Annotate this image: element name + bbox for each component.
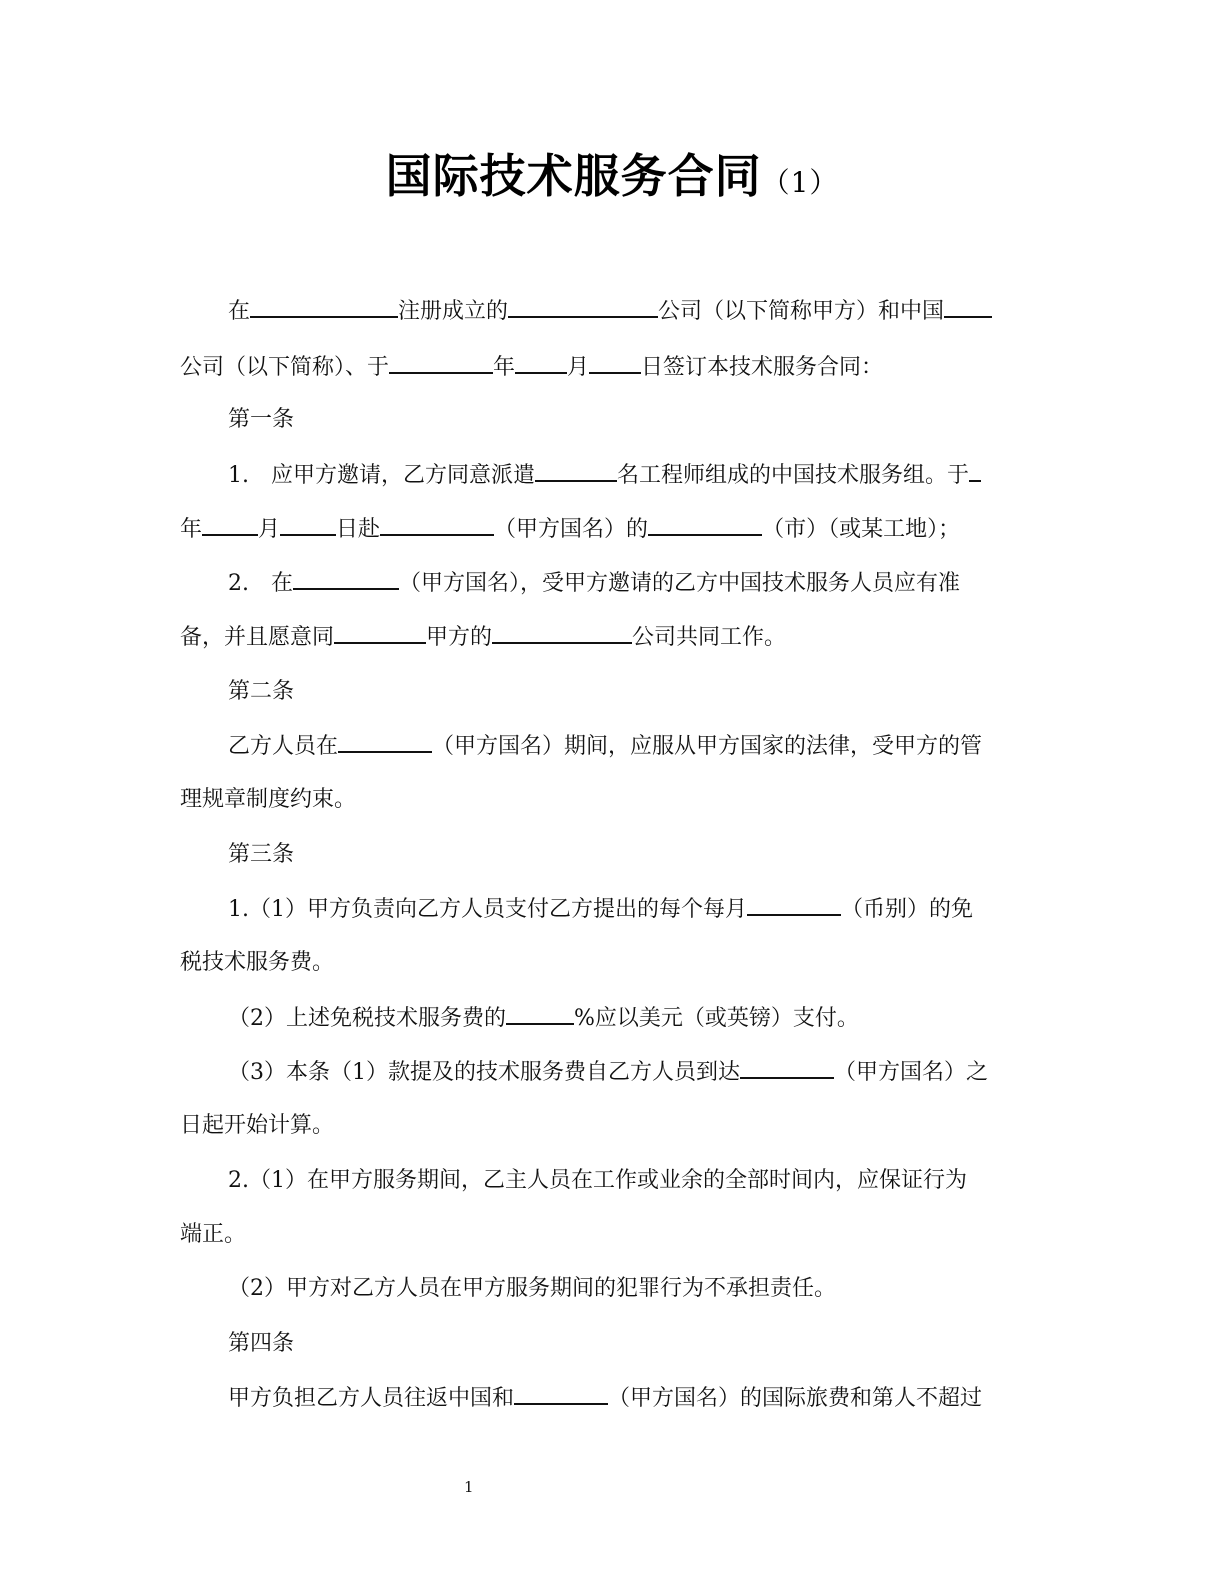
fill-in-blank	[492, 622, 632, 644]
page-number: 1	[464, 1478, 474, 1496]
line-text: 2. 在	[228, 571, 293, 596]
paragraph-line	[180, 1111, 1034, 1141]
line-text: 第三条	[228, 842, 295, 867]
line-text: 备，并且愿意同	[180, 625, 335, 650]
line-text: 月	[567, 355, 590, 380]
line-text: 理规章制度约束。	[180, 787, 357, 812]
paragraph-line	[180, 514, 1034, 545]
line-text: 名工程师组成的中国技术服务组。于	[617, 463, 970, 488]
line-text: 第一条	[228, 407, 295, 432]
paragraph-line	[180, 948, 1034, 978]
line-text: （甲方国名）的国际旅费和第人不超过	[608, 1386, 983, 1411]
line-text: （甲方国名）期间，应服从甲方国家的法律，受甲方的管	[432, 734, 983, 759]
line-text: 日签订本技术服务合同：	[641, 355, 884, 380]
line-text: 年	[180, 517, 203, 542]
line-text: 端正。	[180, 1222, 247, 1247]
title-text: 国际技术服务合同	[385, 149, 762, 203]
line-text: 日起开始计算。	[180, 1113, 335, 1138]
paragraph-line	[180, 785, 1034, 815]
paragraph-line	[228, 894, 1034, 925]
fill-in-blank	[380, 514, 494, 536]
fill-in-blank	[506, 1003, 574, 1025]
line-text: 公司（以下简称甲方）和中国	[658, 299, 945, 324]
fill-in-blank	[338, 731, 432, 753]
paragraph-line	[228, 840, 1034, 870]
line-text: 甲方负担乙方人员往返中国和	[228, 1386, 515, 1411]
line-text: （3）本条（1）款提及的技术服务费自乙方人员到达	[228, 1060, 740, 1085]
line-text: （币别）的免	[841, 897, 974, 922]
fill-in-blank	[969, 460, 981, 482]
line-text: 年	[493, 355, 516, 380]
line-text: 第四条	[228, 1331, 295, 1356]
paragraph-line	[228, 405, 1034, 435]
fill-in-blank	[648, 514, 762, 536]
fill-in-blank	[250, 296, 398, 318]
line-text: （甲方国名）之	[834, 1060, 989, 1085]
line-text: （市）（或某工地）；	[762, 517, 961, 542]
line-text: （甲方国名）的	[494, 517, 649, 542]
paragraph-line	[180, 352, 1034, 383]
line-text: （2）上述免税技术服务费的	[228, 1006, 506, 1031]
line-text: 甲方的	[426, 625, 493, 650]
fill-in-blank	[293, 568, 399, 590]
paragraph-line	[180, 622, 1034, 653]
line-text: 乙方人员在	[228, 734, 339, 759]
paragraph-line	[228, 460, 1034, 491]
line-text: 公司（以下简称）、于	[180, 355, 390, 380]
line-text: 税技术服务费。	[180, 950, 335, 975]
fill-in-blank	[515, 352, 567, 374]
paragraph-line	[180, 1220, 1034, 1250]
fill-in-blank	[535, 460, 617, 482]
fill-in-blank	[334, 622, 426, 644]
line-text: %应以美元（或英镑）支付。	[574, 1006, 859, 1031]
paragraph-line	[228, 568, 1034, 599]
line-text: 1. 应甲方邀请，乙方同意派遣	[228, 463, 535, 488]
title-suffix: （1）	[761, 166, 839, 199]
fill-in-blank	[514, 1383, 608, 1405]
fill-in-blank	[944, 296, 992, 318]
paragraph-line	[228, 1383, 1034, 1414]
fill-in-blank	[202, 514, 258, 536]
fill-in-blank	[508, 296, 658, 318]
line-text: 2.（1）在甲方服务期间，乙主人员在工作或业余的全部时间内，应保证行为	[228, 1168, 967, 1193]
paragraph-line	[228, 1329, 1034, 1359]
paragraph-line	[228, 731, 1034, 762]
paragraph-line	[228, 677, 1034, 707]
paragraph-line	[228, 1057, 1034, 1088]
line-text: （2）甲方对乙方人员在甲方服务期间的犯罪行为不承担责任。	[228, 1276, 836, 1301]
paragraph-line	[228, 1003, 1034, 1034]
paragraph-line	[228, 296, 1034, 327]
fill-in-blank	[589, 352, 641, 374]
fill-in-blank	[747, 894, 841, 916]
paragraph-line	[228, 1166, 1034, 1196]
fill-in-blank	[740, 1057, 834, 1079]
line-text: 月	[258, 517, 281, 542]
document-title	[0, 140, 1224, 206]
paragraph-line	[228, 1274, 1034, 1304]
line-text: （甲方国名），受甲方邀请的乙方中国技术服务人员应有准	[399, 571, 961, 596]
line-text: 在	[228, 299, 251, 324]
fill-in-blank	[389, 352, 493, 374]
line-text: 1.（1）甲方负责向乙方人员支付乙方提出的每个每月	[228, 897, 747, 922]
line-text: 第二条	[228, 679, 295, 704]
line-text: 注册成立的	[398, 299, 509, 324]
fill-in-blank	[280, 514, 336, 536]
line-text: 日赴	[336, 517, 381, 542]
line-text: 公司共同工作。	[632, 625, 787, 650]
